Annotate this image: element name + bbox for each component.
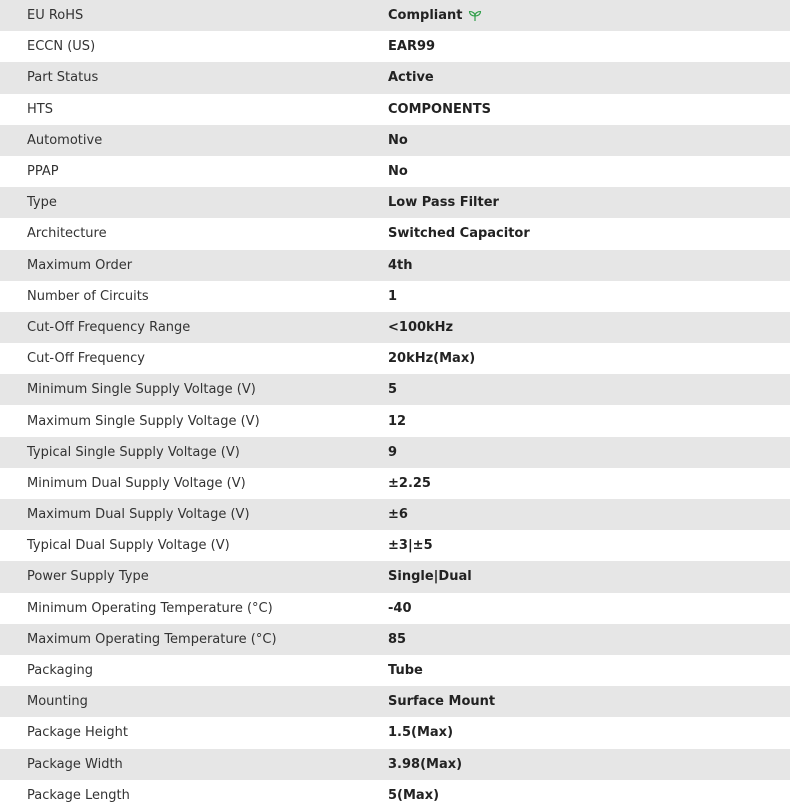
spec-label: Part Status xyxy=(27,70,99,86)
spec-label: Maximum Order xyxy=(27,257,133,273)
spec-row-package-width xyxy=(0,749,790,780)
spec-value: 5(Max) xyxy=(388,787,440,803)
spec-value: Compliant xyxy=(388,8,463,24)
spec-label: Maximum Single Supply Voltage (V) xyxy=(27,413,260,429)
spec-row-cutoff-frequency-range xyxy=(0,312,790,343)
spec-row-package-height xyxy=(0,717,790,748)
spec-row-hts xyxy=(0,94,790,125)
spec-row-power-supply-type xyxy=(0,561,790,592)
spec-label: Minimum Dual Supply Voltage (V) xyxy=(27,475,246,491)
spec-label: Power Supply Type xyxy=(27,569,149,585)
spec-row-maximum-order xyxy=(0,250,790,281)
spec-label: Maximum Operating Temperature (°C) xyxy=(27,631,277,647)
spec-value: ±6 xyxy=(388,507,408,523)
spec-row-mounting xyxy=(0,686,790,717)
spec-label: Automotive xyxy=(27,132,103,148)
spec-value: 1 xyxy=(388,288,398,304)
spec-row-eu-rohs xyxy=(0,0,790,31)
spec-row-architecture xyxy=(0,218,790,249)
spec-row-package-length xyxy=(0,780,790,811)
spec-value: 5 xyxy=(388,382,398,398)
spec-label: Architecture xyxy=(27,226,107,242)
spec-row-ppap xyxy=(0,156,790,187)
spec-row-max-dual-supply xyxy=(0,499,790,530)
spec-value: 85 xyxy=(388,631,407,647)
spec-label: Typical Single Supply Voltage (V) xyxy=(27,444,240,460)
spec-value: ±3|±5 xyxy=(388,538,433,554)
spec-label: Cut-Off Frequency Range xyxy=(27,319,191,335)
spec-value: 20kHz(Max) xyxy=(388,351,476,367)
spec-value: Single|Dual xyxy=(388,569,472,585)
spec-value: Low Pass Filter xyxy=(388,195,499,211)
spec-label: ECCN (US) xyxy=(27,39,96,55)
spec-label: Minimum Operating Temperature (°C) xyxy=(27,600,273,616)
spec-row-packaging xyxy=(0,655,790,686)
spec-value: No xyxy=(388,164,408,180)
spec-label: Maximum Dual Supply Voltage (V) xyxy=(27,507,250,523)
spec-value: Tube xyxy=(388,663,423,679)
spec-row-max-operating-temp xyxy=(0,624,790,655)
spec-label: Type xyxy=(27,195,57,211)
spec-value: 1.5(Max) xyxy=(388,725,454,741)
spec-label: Minimum Single Supply Voltage (V) xyxy=(27,382,256,398)
spec-row-cutoff-frequency xyxy=(0,343,790,374)
spec-row-typ-dual-supply xyxy=(0,530,790,561)
spec-label: Packaging xyxy=(27,663,93,679)
spec-value: Active xyxy=(388,70,434,86)
spec-row-automotive xyxy=(0,125,790,156)
spec-value: <100kHz xyxy=(388,319,454,335)
spec-value-cell xyxy=(388,8,790,23)
spec-value: Switched Capacitor xyxy=(388,226,530,242)
spec-value: EAR99 xyxy=(388,39,436,55)
spec-row-eccn xyxy=(0,31,790,62)
spec-value: No xyxy=(388,132,408,148)
spec-label: Mounting xyxy=(27,694,88,710)
spec-value: 12 xyxy=(388,413,407,429)
spec-label: Cut-Off Frequency xyxy=(27,351,145,367)
spec-label: Package Height xyxy=(27,725,128,741)
spec-value: COMPONENTS xyxy=(388,101,491,117)
spec-label: Package Length xyxy=(27,787,130,803)
spec-value: -40 xyxy=(388,600,412,616)
spec-label: Package Width xyxy=(27,756,123,772)
spec-value: 3.98(Max) xyxy=(388,756,463,772)
spec-row-type xyxy=(0,187,790,218)
spec-row-min-operating-temp xyxy=(0,593,790,624)
spec-row-typ-single-supply xyxy=(0,437,790,468)
spec-label: HTS xyxy=(27,101,53,117)
spec-row-min-single-supply xyxy=(0,374,790,405)
spec-label: PPAP xyxy=(27,164,59,180)
spec-row-number-of-circuits xyxy=(0,281,790,312)
spec-row-part-status xyxy=(0,62,790,93)
spec-row-max-single-supply xyxy=(0,405,790,436)
leaf-icon xyxy=(468,10,482,22)
spec-value: 4th xyxy=(388,257,413,273)
spec-value: Surface Mount xyxy=(388,694,496,710)
spec-label: Number of Circuits xyxy=(27,288,149,304)
spec-label: Typical Dual Supply Voltage (V) xyxy=(27,538,230,554)
spec-row-min-dual-supply xyxy=(0,468,790,499)
spec-label: EU RoHS xyxy=(27,8,84,24)
spec-value: 9 xyxy=(388,444,398,460)
spec-value: ±2.25 xyxy=(388,475,431,491)
